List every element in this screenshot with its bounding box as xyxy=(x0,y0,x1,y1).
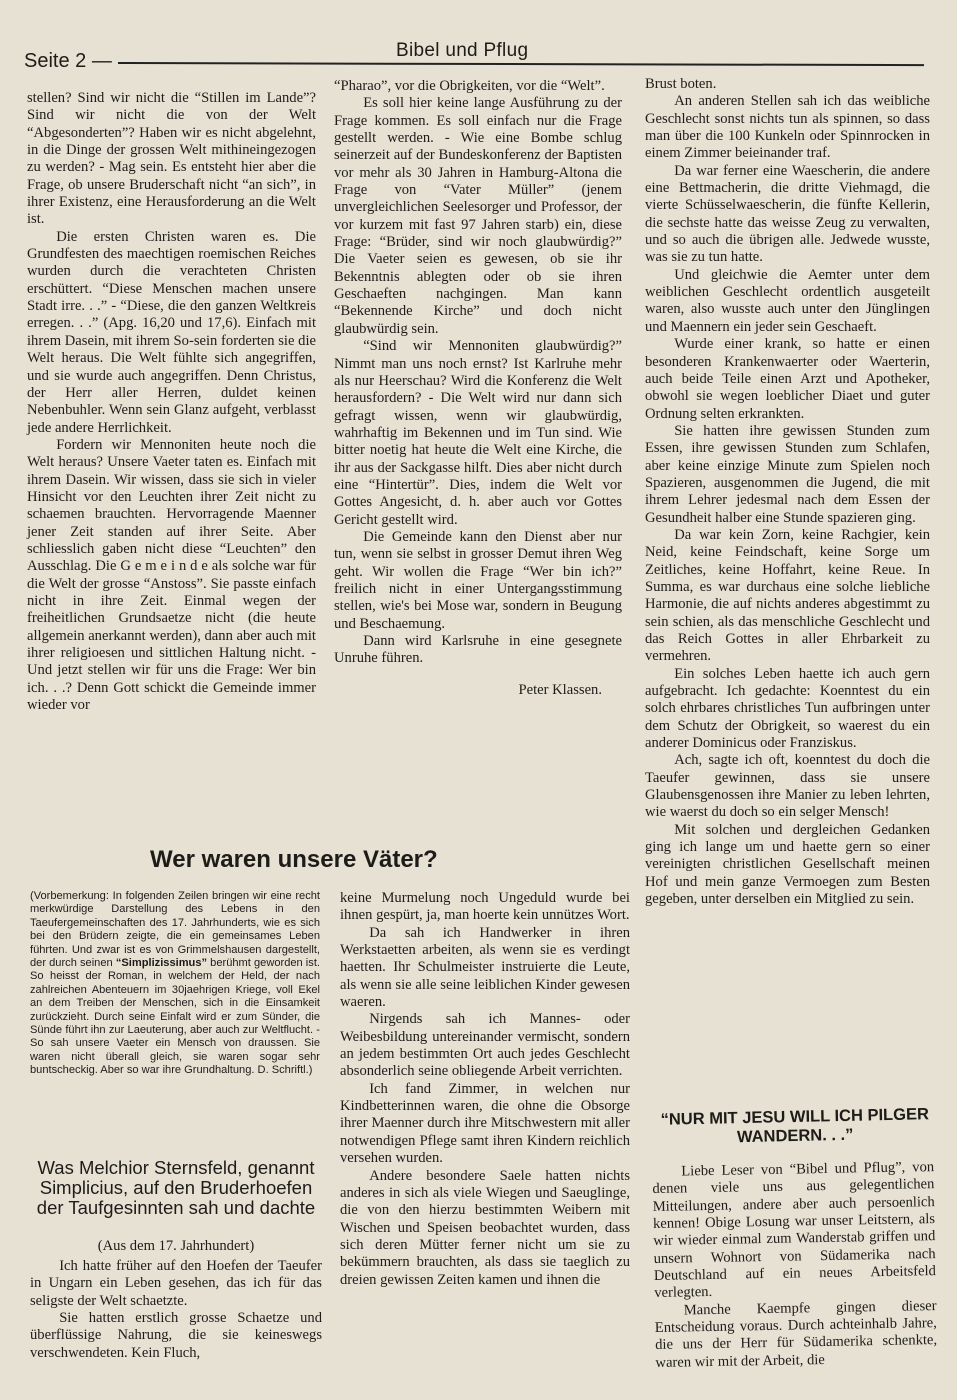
masthead-title: Bibel und Pflug xyxy=(396,40,529,61)
column-3-box-text xyxy=(652,1159,938,1372)
paragraph: Andere besondere Saele hatten nichts anderes in sich als viele Wiegen und Saeuglinge, die von den hierzu bestimmten Weibern mit Wischen und Speisen beobachtet wurden, dass sich deren Mütter ferner nicht um sie zu bekümmern brauchten, als dass sie taeglich zu dreien gewissen Zeiten kamen und ihnen die xyxy=(340,1167,630,1288)
paragraph: Ach, sagte ich oft, koenntest du doch die Taeufer gewinnen, dass sie unsere Glaubensgenossen ihre Manier zu leben lehrten, wie waerst du doch so ein selger Mensch! xyxy=(645,752,930,821)
paragraph: Fordern wir Mennoniten heute noch die Welt heraus? Unsere Vaeter taten es. Einfach mit ihrem Dasein. Wir wissen, dass sie sich in vieler Hinsicht vor den Leuchten ihrer Zeit nicht zu schaemen brauchten. Hervorragende Maenner jener Zeit standen auf ihrer Seite. Aber schliesslich gaben nicht diese “Leuchten” den Ausschlag. Die G e m e i n d e als solche war für die Welt der grosse “Anstoss”. Sie passte einfach nicht in ihre Zeit. Einmal wegen der freiheitlichen Grundsaetze nicht (die heute allgemein anerkannt werden), dann aber auch mit ihrer religioesen und sittlichen Haltung nicht. - Und jetzt stellen wir für uns die Frage: Wer bin ich. . .? Denn Gott schickt die Gemeinde immer wieder vor xyxy=(27,436,316,714)
paragraph: Die Gemeinde kann den Dienst aber nur tun, wenn sie selbst in grosser Demut ihren Weg geht. Wir wollen die Frage “Wer bin ich?” freilich nicht in einer Untergangsstimmung stellen, wie's bei Mose war, sondern in Beugung und Beschaemung. xyxy=(334,528,622,632)
column-3-article xyxy=(645,76,930,909)
author-signature: Peter Klassen. xyxy=(518,681,602,698)
paragraph: Liebe Leser von “Bibel und Pflug”, von denen viele uns aus gelegentlichen Mitteilungen, andere aber auch persoenlich kennen! Obige Losung war unser Leitstern, als wir wieder einmal zum Wanderstab griffen und unsern Wohnort von Südamerika nach Deutschland auf ein neues Arbeitsfeld verlegten. xyxy=(652,1159,937,1302)
paragraph: keine Murmelung noch Ungeduld wurde bei ihnen gespürt, ja, man hoerte kein unnützes Wort. xyxy=(340,890,630,924)
paragraph: Die ersten Christen waren es. Die Grundfesten des maechtigen roemischen Reiches wurden durch die verachteten Christen erschüttert. “Diese Menschen machen unsere Stadt irre. . .” - “Diese, die den ganzen Weltkreis erregen. . .” (Apg. 16,20 und 17,6). Einfach mit ihrem Dasein, mit ihrem So-sein forderten sie die Welt heraus. Die Welt fühlte sich angegriffen, und sie wurde auch angegriffen. Denn Christus, der Herr aller Herren, duldet keinen Nebenbuhler. Wenn sein Glanz aufgeht, verblasst jede andere Herrlichkeit. xyxy=(27,228,316,436)
paragraph: Nirgends sah ich Mannes- oder Weibesbildung untereinander vermischt, sondern an jedem bestimmten Ort auch jedes Geschlecht absonderlich seine obliegende Arbeit verrichten. xyxy=(340,1011,630,1080)
paragraph: “Pharao”, vor die Obrigkeiten, vor die “Welt”. xyxy=(334,78,605,94)
preamble-text: (Vorbemerkung: In folgenden Zeilen bringen wir eine recht merkwürdige Darstellung des Lebens in den Taeufergemeinschaften des 17. Jahrhunderts, wie es sich bei den Brüdern zeigte, die ein gemeinsames Leben führten. Und zwar ist es von Grimmelshausen dargestellt, der durch seinen xyxy=(30,890,320,970)
paragraph: Brust boten. xyxy=(645,76,717,92)
article-subnote: (Aus dem 17. Jahrhundert) xyxy=(97,1238,255,1254)
paragraph: Ich hatte früher auf den Hoefen der Taeufer in Ungarn ein Leben gesehen, das ich für das seligste der Welt schaetzte. xyxy=(30,1258,322,1309)
paragraph: Ich fand Zimmer, in welchen nur Kindbetterinnen waren, die ohne die Obsorge ihrer Maenner durch ihre Mitschwestern mit aller notwendigen Pflege samt ihren Kindern reichlich versehen wurden. xyxy=(340,1080,630,1167)
paragraph: Und gleichwie die Aemter unter dem weiblichen Geschlecht ordentlich ausgeteilt waren, also wusste auch unter den Jünglingen und Maennern ein jeder sein Geschaeft. xyxy=(645,266,930,335)
paragraph: “Sind wir Mennoniten glaubwürdig?” Nimmt man uns noch ernst? Ist Karlruhe mehr als nur Heerschau? Wird die Konferenz die Welt herausfordern? - Die Welt wird nur dann sich gefragt wissen, wenn wir glaubwürdig, wahrhaftig im Bekennen und im Tun sind. Wie bitter noetig hat heute die Welt eine Kirche, die ihr aus der Sackgasse hilft. Dies aber nicht durch eine “Hintertür”. Dies, indem die Welt vor Gottes Angesicht, d. h. aber auch vor Gottes Gericht gestellt wird. xyxy=(334,338,622,528)
paragraph: An anderen Stellen sah ich das weibliche Geschlecht sonst nichts tun als spinnen, so dass man über die 100 Kunkeln oder Spinnrocken in einem Zimmer beieinander traf. xyxy=(645,93,930,162)
paragraph: Ein solches Leben haette ich auch gern aufgebracht. Ich gedachte: Koenntest du ein solch ehrbares christliches Tun aufbringen unter dem Schutz der Obrigkeit, so waerest du ein anderer Dominicus oder Franziskus. xyxy=(645,665,930,752)
column-2-article xyxy=(334,78,622,699)
paragraph: Sie hatten erstlich grosse Schaetze und überflüssige Nahrung, die sie keineswegs verschwendeten. Kein Fluch, xyxy=(30,1310,322,1361)
paragraph: Es soll hier keine lange Ausführung zu der Frage kommen. Es soll einfach nur die Frage gestellt werden. - Wie eine Bombe schlug seinerzeit auf der Bundeskonferenz der Baptisten vor mehr als 30 Jahren in Hamburg-Altona die Frage von “Vater Müller” (jenem unvergleichlichen Seelesorger und Professor, der vor kurzem mit fast 97 Jahren starb) ein, diese Frage: “Brüder, sind wir noch glaubwürdig?” Die Vaeter seien es gewesen, ob sie ihr Bekenntnis ablegten oder ob sie ihren Geschaeften nachgingen. Man kann “Bekennende Kirche” und doch nicht glaubwürdig sein. xyxy=(334,95,622,337)
paragraph: Da war kein Zorn, keine Rachgier, kein Neid, keine Feindschaft, keine Sorge um Zeitliches, keine Hoffahrt, keine Reue. In Summa, es war durchaus eine solche liebliche Harmonie, die auf nichts anderes abgestimmt zu sein schien, als das menschliche Geschlecht und das Reich Gottes in aller Ehrbarkeit zu vermehren. xyxy=(645,526,930,665)
preamble-book-title: “Simplizissimus” xyxy=(115,957,208,970)
paragraph: Da sah ich Handwerker in ihren Werkstaetten arbeiten, als wenn sie es verdingt haetten. Ihr Schulmeister instruierte die Leute, als wenn sie alle seine leiblichen Kinder gewesen waeren. xyxy=(340,924,630,1011)
box-heading: “NUR MIT JESU WILL ICH PILGER WANDERN. . .” xyxy=(660,1105,930,1147)
paragraph: Dann wird Karlsruhe in eine gesegnete Unruhe führen. xyxy=(334,633,622,667)
section-heading: Wer waren unsere Väter? xyxy=(150,846,438,873)
preamble-note xyxy=(30,890,320,1078)
preamble-text-continued: berühmt geworden ist. So heisst der Roman, in welchem der Held, der nach zahlreichen Abenteuern im 30jaehrigen Kriege, voll Ekel an dem Treiben der Menschen, sich in die Einsamkeit zurückzieht. Durch seine Einfalt wird er zum Sünder, die Sünde führt ihn zur Laeuterung, aber auch zur Weltflucht. - So sah unsere Vaeter ein Mensch von draussen. Sie waren nicht überall gleich, sie waren sogar sehr buntscheckig. Aber so war ihre Grundhaltung. D. Schriftl.) xyxy=(30,957,320,1077)
header-rule xyxy=(118,62,924,66)
paragraph: Mit solchen und dergleichen Gedanken ging ich lange um und haette gern so einer vereinigten christlichen Gesellschaft meinen Hof und mein ganze Vermoegen zum Besten gegeben, unter derselben ein Mitglied zu sein. xyxy=(645,821,930,908)
column-1-article xyxy=(27,90,316,714)
paragraph: Wurde einer krank, so hatte er einen besonderen Krankenwaerter oder Waerterin, auch beide Teile einen Arzt und Apotheker, obwohl sie wegen loeblicher Diaet und guter Ordnung selten erkrankten. xyxy=(645,336,930,422)
paragraph: Sie hatten ihre gewissen Stunden zum Essen, ihre gewissen Stunden zum Schlafen, aber keine einzige Minute zum Spielen noch Spazieren, ausgenommen die Jugend, die mit ihrem Lehrer jedesmal nach dem Essen der Gesundheit halber eine Stunde spazieren ging. xyxy=(645,422,930,526)
paragraph: Da war ferner eine Waescherin, die andere eine Bettmacherin, die dritte Viehmagd, die vierte Schüsselwaescherin, die fünfte Kellerin, die sechste hatte das weisse Zeug zu verwalten, und so auch die übrigen alle. Jedwede wusste, was sie zu tun hatte. xyxy=(645,162,930,266)
paragraph: stellen? Sind wir nicht die “Stillen im Lande”? Sind wir nicht die von der Welt “Abgesonderten”? Haben wir es nicht abgelehnt, in die Dinge der grossen Welt mithineingezogen zu werden? - Mag sein. Es entsteht hier aber die Frage, ob unsere Bruderschaft nicht “an sich”, in ihrer Existenz, eine Herausforderung an die Welt ist. xyxy=(27,90,316,228)
paragraph: Manche Kaempfe gingen dieser Entscheidung voraus. Durch achteinhalb Jahre, die uns der Herr für Südamerika schenkte, waren wir mit der Arbeit, die xyxy=(654,1297,938,1371)
column-1-story xyxy=(30,1258,322,1362)
article-subtitle: Was Melchior Sternsfeld, genannt Simplicius, auf den Bruderhoefen der Taufgesinnten sah und dachte xyxy=(36,1157,316,1218)
page-number: Seite 2 — xyxy=(24,50,112,72)
column-2-story xyxy=(340,890,630,1289)
